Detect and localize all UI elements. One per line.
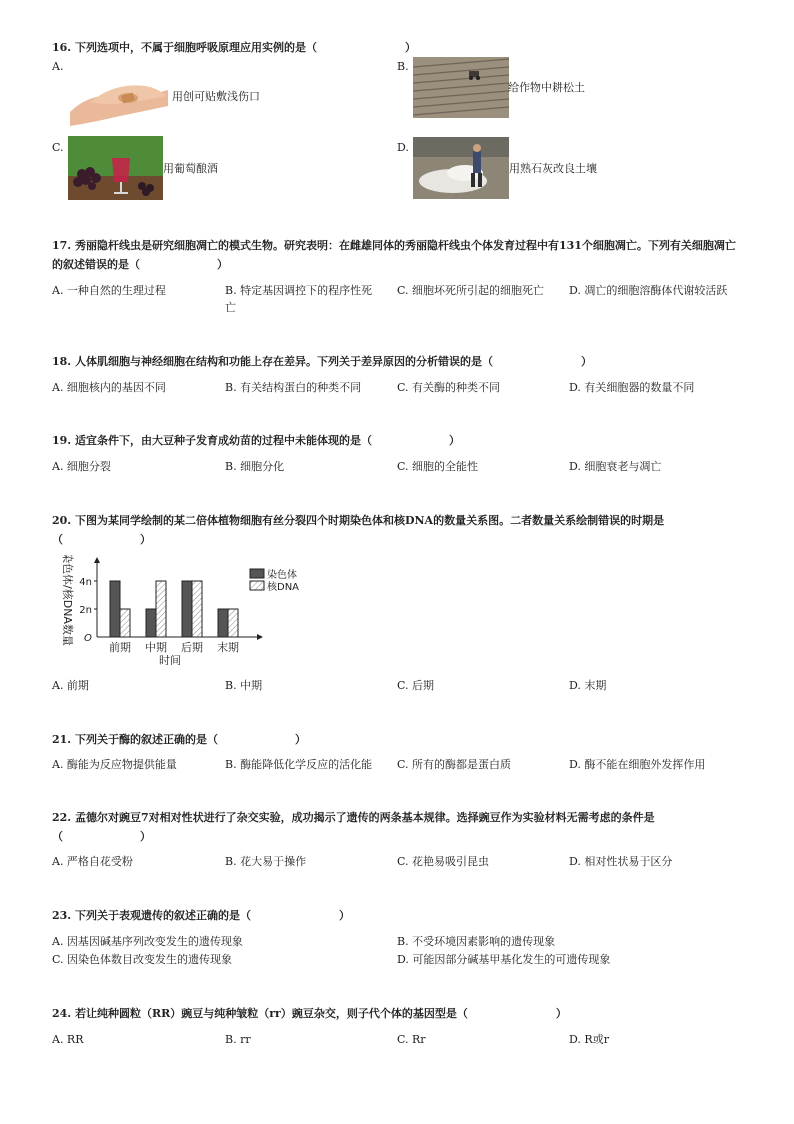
origin-label: O [84, 633, 92, 644]
x-axis-label: 时间 [159, 654, 181, 665]
q19-option-d: D. 细胞衰老与凋亡 [569, 460, 662, 473]
q17-option-b: B. 特定基因调控下的程序性死亡 [225, 284, 373, 314]
x-tick-label-4: 末期 [217, 641, 239, 654]
bar-chromosome-2 [146, 609, 156, 637]
q20-option-d: D. 末期 [569, 679, 607, 692]
q24-stem: 24. 若让纯种圆粒（RR）豌豆与纯种皱粒（rr）豌豆杂交，则子代个体的基因型是（ ） [52, 1007, 567, 1020]
q19-option-b: B. 细胞分化 [225, 460, 285, 473]
bar-chromosome-4 [218, 609, 228, 637]
bar-chromosome-1 [110, 581, 120, 637]
bar-dna-1 [120, 609, 130, 637]
q21-stem: 21. 下列关于酶的叙述正确的是（ ） [52, 733, 306, 746]
q24-option-d: D. R或r [569, 1033, 609, 1046]
bandage-hand-photo [70, 72, 168, 126]
q18-option-b: B. 有关结构蛋白的种类不同 [225, 381, 362, 394]
q18-option-c: C. 有关酶的种类不同 [397, 381, 501, 394]
q17-option-c: C. 细胞坏死所引起的细胞死亡 [397, 284, 545, 297]
q16-option-a-text: 用创可贴敷浅伤口 [172, 90, 260, 103]
q23-option-b: B. 不受环境因素影响的遗传现象 [397, 935, 556, 948]
q21-option-c: C. 所有的酶都是蛋白质 [397, 758, 512, 771]
q17-stem: 17. 秀丽隐杆线虫是研究细胞凋亡的模式生物。研究表明：在雌雄同体的秀丽隐杆线虫个体发育过程中有131个细胞凋亡。下列有关细胞凋亡的叙述错误的是（ ） [52, 239, 736, 271]
q16-stem: 16. 下列选项中，不属于细胞呼吸原理应用实例的是（ ） [52, 41, 416, 54]
q19-stem: 19. 适宜条件下，由大豆种子发育成幼苗的过程中未能体现的是（ ） [52, 434, 460, 447]
q16-option-c-text: 用葡萄酿酒 [163, 162, 218, 175]
bar-dna-2 [156, 581, 166, 637]
q18-option-a: A. 细胞核内的基因不同 [52, 381, 166, 394]
q16-option-b-letter: B. [397, 60, 409, 73]
q16-option-b-text: 给作物中耕松土 [508, 81, 585, 94]
q23-option-c: C. 因染色体数目改变发生的遗传现象 [52, 953, 233, 966]
q21-option-a: A. 酶能为反应物提供能量 [52, 758, 177, 771]
y-tick-label-1: 4n [79, 577, 92, 588]
legend-swatch-2 [250, 581, 264, 590]
q16-option-d-text: 用熟石灰改良土壤 [509, 162, 597, 175]
q22-stem: 22. 孟德尔对豌豆7对相对性状进行了杂交实验，成功揭示了遗传的两条基本规律。选择豌豆作为实验材料无需考虑的条件是（ ） [52, 811, 655, 843]
q18-stem: 18. 人体肌细胞与神经细胞在结构和功能上存在差异。下列关于差异原因的分析错误的是（ ） [52, 355, 592, 368]
q21-option-d: D. 酶不能在细胞外发挥作用 [569, 758, 706, 771]
q22-option-a: A. 严格自花受粉 [52, 855, 133, 868]
y-tick-label-2: 2n [79, 605, 92, 616]
q23-option-d: D. 可能因部分碱基甲基化发生的可遗传现象 [397, 953, 611, 966]
q17-option-d: D. 凋亡的细胞溶酶体代谢较活跃 [569, 284, 728, 297]
q19-option-c: C. 细胞的全能性 [397, 460, 479, 473]
q20-option-b: B. 中期 [225, 679, 263, 692]
x-tick-label-2: 中期 [145, 641, 167, 654]
q23-stem: 23. 下列关于表观遗传的叙述正确的是（ ） [52, 909, 350, 922]
x-tick-label-1: 前期 [109, 641, 131, 654]
bar-dna-4 [228, 609, 238, 637]
grape-wine-photo [68, 136, 163, 200]
legend-label-2: 核DNA [267, 582, 300, 593]
q20-stem: 20. 下图为某同学绘制的某二倍体植物细胞有丝分裂四个时期染色体和核DNA的数量关系图。二者数量关系绘制错误的时期是（ ） [52, 514, 665, 546]
legend-swatch-1 [250, 569, 264, 578]
q18-option-d: D. 有关细胞器的数量不同 [569, 381, 695, 394]
q24-option-b: B. rr [225, 1033, 251, 1046]
legend-label-1: 染色体 [267, 570, 297, 581]
bar-dna-3 [192, 581, 202, 637]
q16-option-a-letter: A. [52, 60, 64, 73]
chromosome-dna-chart [52, 555, 312, 669]
q21-option-b: B. 酶能降低化学反应的活化能 [225, 758, 373, 771]
q16-option-c-letter: C. [52, 141, 64, 154]
q22-option-d: D. 相对性状易于区分 [569, 855, 673, 868]
q24-option-c: C. Rr [397, 1033, 426, 1046]
tractor-field-photo [413, 57, 509, 118]
y-axis-label: 染色体/核DNA数量 [61, 555, 74, 646]
q17-option-a: A. 一种自然的生理过程 [52, 284, 166, 297]
y-axis-arrow [94, 557, 100, 563]
q19-option-a: A. 细胞分裂 [52, 460, 111, 473]
spreading-lime-photo [413, 137, 509, 199]
q22-option-b: B. 花大易于操作 [225, 855, 307, 868]
q16-option-d-letter: D. [397, 141, 409, 154]
x-tick-label-3: 后期 [181, 641, 203, 654]
q22-option-c: C. 花艳易吸引昆虫 [397, 855, 490, 868]
x-axis-arrow [257, 634, 263, 640]
q23-option-a: A. 因基因碱基序列改变发生的遗传现象 [52, 935, 243, 948]
bar-chromosome-3 [182, 581, 192, 637]
chart-svg [52, 555, 312, 665]
q20-option-a: A. 前期 [52, 679, 89, 692]
q20-option-c: C. 后期 [397, 679, 435, 692]
q24-option-a: A. RR [52, 1033, 84, 1046]
